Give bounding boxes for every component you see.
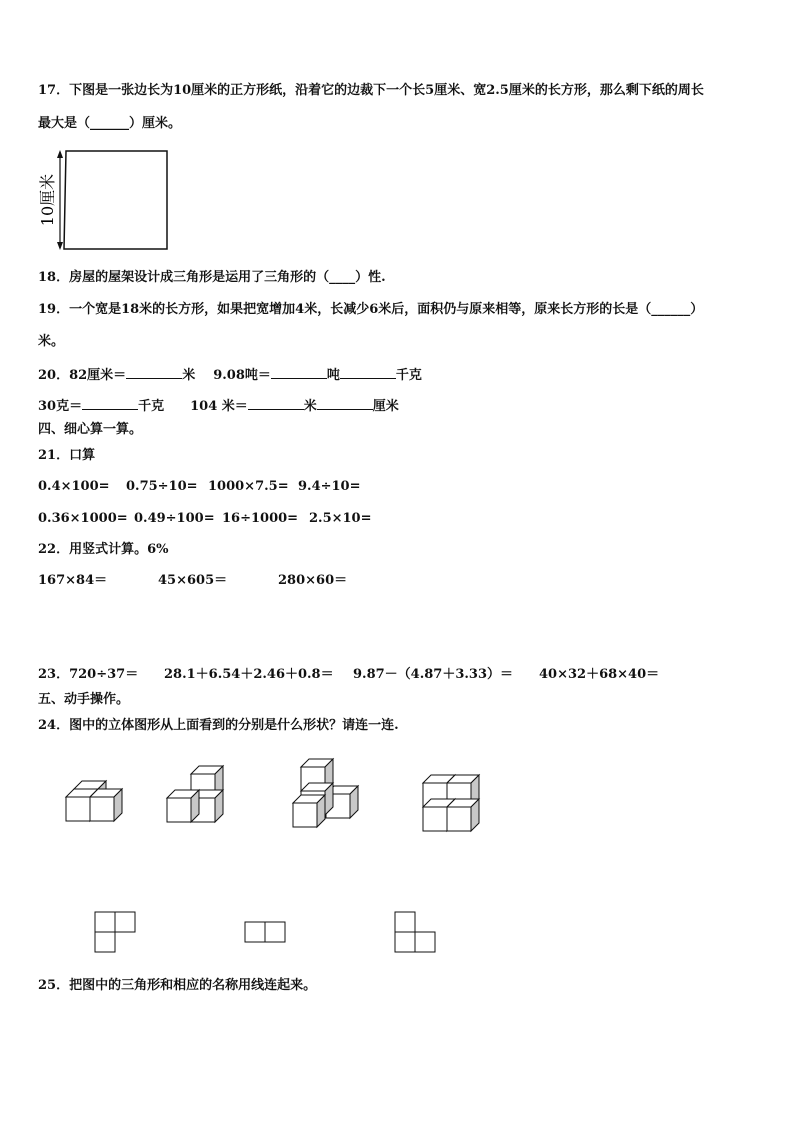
solid-figure-1[interactable] [66, 781, 122, 821]
q22-items [38, 572, 347, 590]
q20-r1-e: 千克 [395, 368, 422, 383]
q20-row1 [38, 364, 422, 385]
q24-figures [0, 750, 794, 960]
solid-figure-4[interactable] [423, 775, 479, 831]
answer-blank[interactable] [248, 395, 304, 410]
q21-title: 21．口算 [38, 448, 96, 463]
q17-square-figure [36, 146, 172, 254]
top-view-3[interactable] [395, 912, 435, 952]
answer-blank[interactable] [317, 395, 373, 410]
top-view-2[interactable] [245, 922, 285, 942]
calc-item: 40×32＋68×40＝ [539, 667, 660, 682]
q24-text: 24．图中的立体图形从上面看到的分别是什么形状？请连一连. [38, 718, 399, 733]
oral-item: 9.4÷10= [298, 479, 361, 494]
arrow-up [57, 150, 63, 158]
vertical-calc-item: 167×84＝ [38, 573, 108, 588]
answer-blank[interactable] [82, 395, 138, 410]
section-4-heading: 四、细心算一算。 [38, 422, 143, 437]
q19-line1: 19．一个宽是18米的长方形，如果把宽增加4米，长减少6米后，面积仍与原来相等，原来长方形的长是（______） [38, 302, 704, 317]
square-paper [64, 151, 167, 249]
q20-r2-a: 30克＝ [38, 399, 83, 414]
q17-figure-label: 10厘米 [38, 173, 57, 227]
answer-blank[interactable] [126, 364, 182, 379]
q20-r2-c: 104 米＝ [190, 399, 248, 414]
oral-item: 2.5×10= [309, 511, 372, 526]
q20-row2 [38, 395, 399, 416]
q23-items [38, 666, 659, 684]
q20-r1-a: 20．82厘米＝ [38, 368, 127, 383]
vertical-calc-item: 280×60＝ [278, 573, 348, 588]
q21-row2 [38, 510, 372, 528]
q20-r2-e: 厘米 [372, 399, 399, 414]
calc-item: 28.1＋6.54＋2.46＋0.8＝ [164, 667, 334, 682]
q17-line2: 最大是（______）厘米。 [38, 116, 182, 131]
q22-title: 22．用竖式计算。6% [38, 542, 169, 557]
oral-item: 0.36×1000= [38, 511, 128, 526]
vertical-calc-item: 45×605＝ [158, 573, 228, 588]
oral-item: 0.4×100= [38, 479, 110, 494]
answer-blank[interactable] [340, 364, 396, 379]
q20-r2-d: 米 [303, 399, 317, 414]
oral-item: 1000×7.5= [208, 479, 289, 494]
solid-figure-2[interactable] [167, 766, 223, 822]
oral-item: 16÷1000= [222, 511, 299, 526]
answer-blank[interactable] [271, 364, 327, 379]
calc-item: 9.87－（4.87＋3.33）＝ [353, 667, 513, 682]
q20-r1-d: 吨 [326, 368, 340, 383]
q21-row1 [38, 478, 361, 496]
oral-item: 0.49÷100= [134, 511, 215, 526]
q17-line1: 17．下图是一张边长为10厘米的正方形纸，沿着它的边裁下一个长5厘米、宽2.5厘米的长方形，那么剩下纸的周长 [38, 83, 704, 98]
q25-text: 25．把图中的三角形和相应的名称用线连起来。 [38, 978, 317, 993]
oral-item: 0.75÷10= [126, 479, 198, 494]
top-view-1[interactable] [95, 912, 135, 952]
arrow-down [57, 242, 63, 250]
q18-text: 18．房屋的屋架设计成三角形是运用了三角形的（____）性. [38, 270, 386, 285]
solid-figure-3[interactable] [293, 759, 358, 827]
calc-item: 23．720÷37＝ [38, 667, 139, 682]
q20-r1-b: 米 [182, 368, 196, 383]
q19-line2: 米。 [38, 334, 65, 349]
q20-r1-c: 9.08吨＝ [213, 368, 271, 383]
section-5-heading: 五、动手操作。 [38, 692, 130, 707]
q20-r2-b: 千克 [138, 399, 165, 414]
